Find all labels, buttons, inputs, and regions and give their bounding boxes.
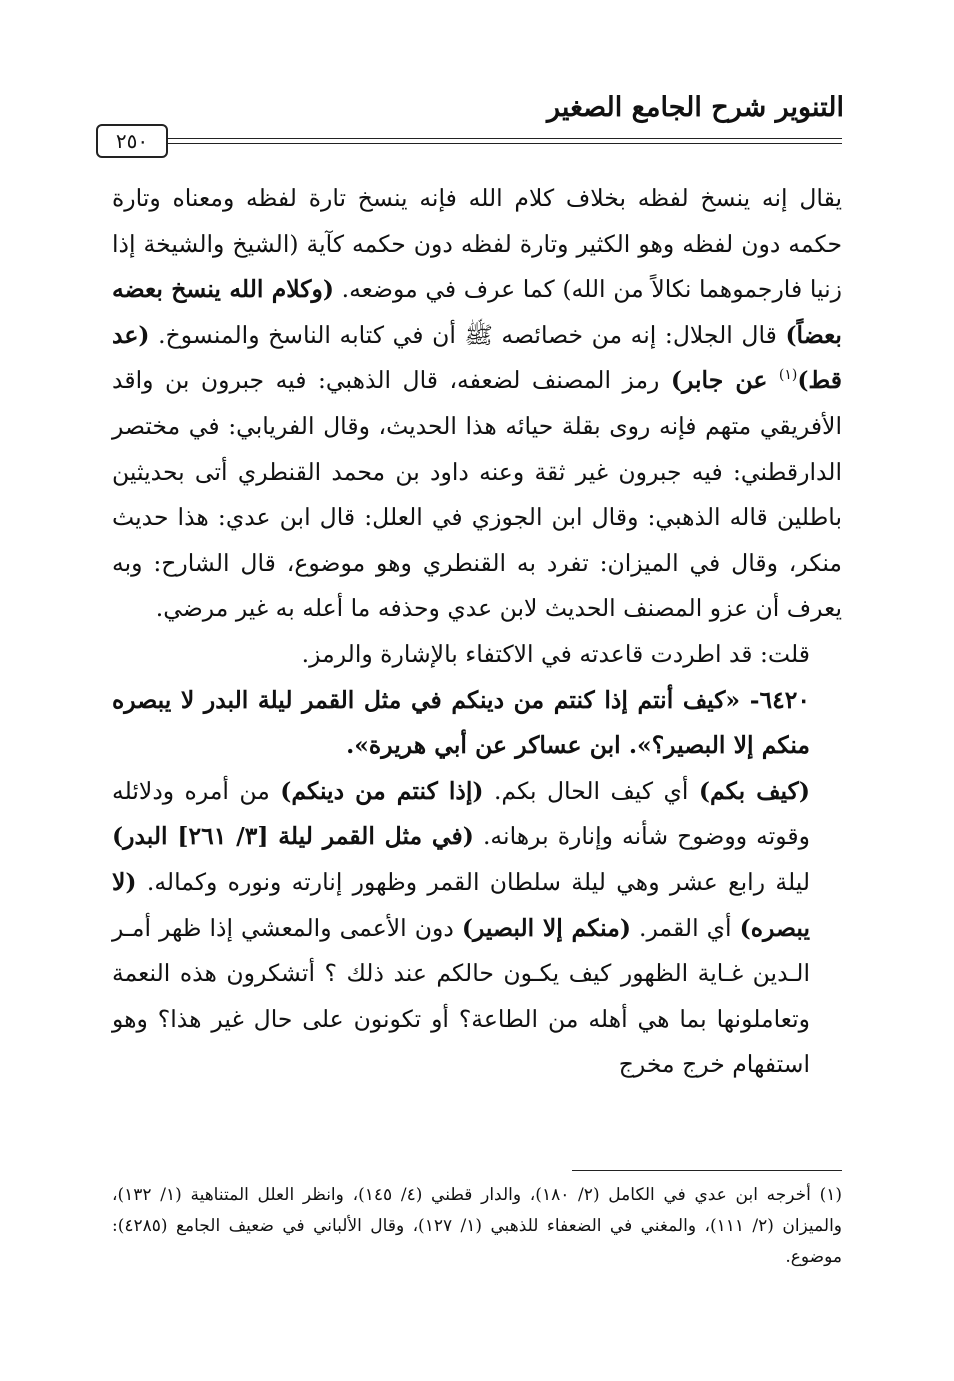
- running-title: التنوير شرح الجامع الصغير: [547, 92, 844, 123]
- text-run: دون الأعمى والمعشي إذا ظهر أمـر الـدين غـاية الظهور كيف يكـون حالكم عند ذلك ؟ أتشكرون هذه النعمة وتعاملونها بما هي أهله من الطاعة؟ أو تكونون على حال غير هذا؟ وهو استفهام خرج مخرج: [112, 913, 810, 1079]
- hadith-entry: [112, 678, 842, 769]
- bold-text-run: (لا يبصره): [112, 867, 810, 942]
- text-run: يقال إنه ينسخ لفظه بخلاف كلام الله فإنه ينسخ تارة لفظه ومعناه وتارة حكمه دون لفظه وهو الكثير وتارة لفظه دون حكمه كآية (الشيخ والشيخة إذا زنيا فارجموهما نكالاً من الله) كما عرف في موضعه.: [112, 184, 842, 304]
- bold-text-run: (عد قط): [112, 320, 842, 395]
- page-number: ٢٥٠: [96, 124, 168, 158]
- header-rule: [112, 138, 842, 144]
- text-run: قلت: قد اطردت قاعدته في الاكتفاء بالإشارة والرمز.: [301, 639, 810, 668]
- paragraph: [112, 632, 842, 678]
- text-run: من أمره ودلائله وقوته ووضوح شأنه وإنارة برهانه.: [112, 776, 810, 851]
- hadith-text: «كيف أنتم إذا كنتم من دينكم في مثل القمر ليلة البدر لا يبصره منكم إلا البصير؟». ابن عساكر عن أبي هريرة».: [112, 685, 810, 760]
- text-run: ليلة رابع عشر وهي ليلة سلطان القمر وظهور إنارته ونوره وكماله.: [146, 867, 810, 896]
- text-run: رمز المصنف لضعفه، قال الذهبي: فيه جبرون بن واقد الأفريقي متهم فإنه روى بقلة حيائه هذا الحديث، وقال الفريابي: في مختصر الدارقطني: فيه جبرون غير ثقة وعنه داود بن محمد القنطري أتى بحديثين باطلين قاله الذهبي: وقال ابن الجوزي في العلل: قال ابن عدي: هذا حديث منكر، وقال في الميزان: تفرد به القنطري وهو موضوع، قال الشارح: وبه يعرف أن عزو المصنف الحديث لابن عدي وحذفه ما أعله به غير مرضي.: [112, 366, 842, 623]
- bold-text-run: (كيف بكم): [698, 776, 810, 805]
- bold-text-run: (وكلام الله ينسخ بعضه بعضاً): [112, 275, 842, 349]
- paragraph: [112, 769, 842, 1088]
- text-run: أي القمر.: [639, 913, 732, 942]
- main-text: [112, 176, 842, 1088]
- bold-text-run: عن جابر): [670, 366, 768, 395]
- footnote-reference: (١): [778, 367, 798, 384]
- text-run: قال الجلال: إنه من خصائصه ﷺ أن في كتابه الناسخ والمنسوخ.: [158, 320, 777, 349]
- text-run: أي كيف الحال بكم.: [493, 776, 689, 805]
- bold-text-run: (في مثل القمر ليلة [٣/ ٢٦١] البدر): [112, 822, 474, 851]
- bold-text-run: (إذا كنتم من دينكم): [280, 776, 484, 805]
- hadith-number: ٦٤٢٠-: [749, 685, 810, 714]
- footnote: (١) أخرجه ابن عدي في الكامل (٢/ ١٨٠)، والدار قطني (٤/ ١٤٥)، وانظر العلل المتناهية (١/ ١٣٢)، والميزان (٢/ ١١١)، والمغني في الضعفاء للذهبي (١/ ١٢٧)، وقال الألباني في ضعيف الجامع (٤٢٨٥): موضوع.: [112, 1185, 843, 1267]
- footnote-divider: [572, 1170, 842, 1171]
- bold-text-run: (منكم إلا البصير): [461, 913, 631, 942]
- paragraph: [112, 176, 842, 632]
